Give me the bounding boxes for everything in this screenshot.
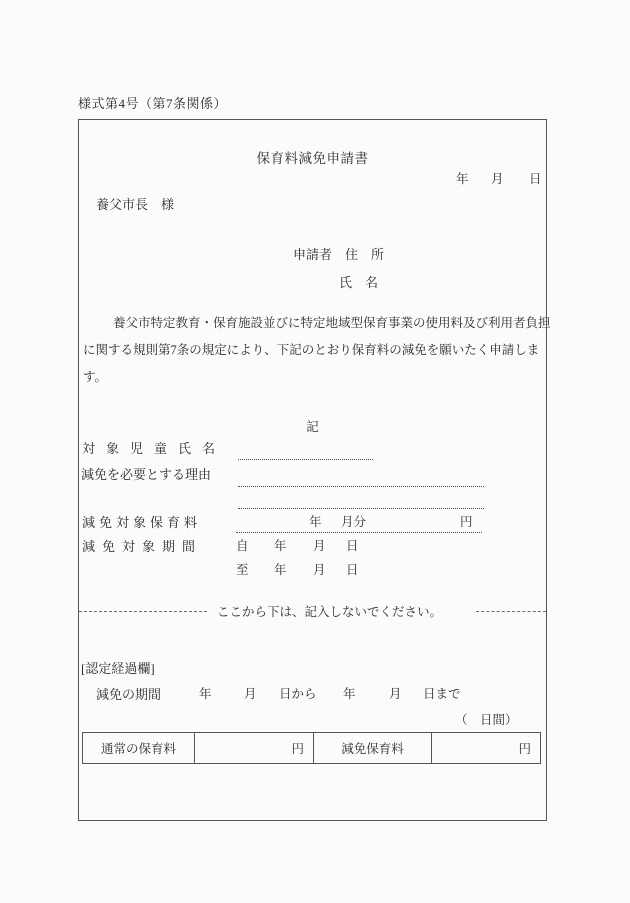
target-fee-year-label: 年 (309, 515, 322, 529)
date-day-label: 日 (529, 172, 542, 186)
reduced-fee-label-cell (314, 733, 432, 763)
period-from-year: 年 (274, 539, 287, 553)
reduced-fee-value-cell (432, 733, 540, 763)
divider-dash-left (79, 611, 207, 612)
approval-to-year: 年 (343, 687, 356, 701)
body-line-3: す。 (83, 370, 108, 384)
period-from-month: 月 (313, 539, 326, 553)
reason-label: 減免を必要とする理由 (81, 467, 212, 482)
period-from-prefix: 自 (236, 539, 249, 553)
reason-fill-line-1 (238, 486, 484, 487)
approval-to-day: 日まで (423, 687, 461, 701)
approval-from-year: 年 (199, 687, 212, 701)
approval-section-label: [認定経過欄] (81, 661, 155, 676)
normal-fee-label-cell (83, 733, 195, 763)
child-name-fill-line (238, 459, 373, 460)
body-line-1: 養父市特定教育・保育施設並びに特定地域型保育事業の使用料及び利用者負担 (113, 316, 551, 330)
period-to-month: 月 (313, 563, 326, 577)
reduced-fee-label: 減免保育料 (341, 742, 404, 756)
approval-period-label: 減免の期間 (96, 687, 162, 702)
normal-fee-value-cell (195, 733, 314, 763)
normal-fee-label: 通常の保育料 (100, 742, 176, 756)
body-line-2: に関する規則第7条の規定により、下記のとおり保育料の減免を願いたく申請しま (83, 343, 540, 357)
approval-days-note: （ 日間） (455, 713, 518, 727)
form-number-label: 様式第4号（第7条関係） (78, 96, 228, 111)
addressee: 養父市長 様 (96, 197, 175, 212)
period-to-prefix: 至 (236, 563, 249, 577)
reason-fill-line-2 (238, 508, 484, 509)
date-month-label: 月 (491, 172, 504, 186)
approval-from-month: 月 (244, 687, 257, 701)
applicant-address-label: 住 所 (345, 247, 385, 262)
applicant-label: 申請者 (293, 247, 333, 262)
fee-table (82, 732, 541, 764)
date-year-label: 年 (456, 172, 469, 186)
divider-dash-right (476, 611, 546, 612)
approval-to-month: 月 (389, 687, 402, 701)
target-fee-month-label: 月分 (341, 515, 367, 529)
normal-fee-unit: 円 (291, 742, 304, 756)
period-to-day: 日 (346, 563, 359, 577)
target-fee-fill-line (236, 532, 482, 533)
document-title: 保育料減免申請書 (256, 151, 369, 166)
period-from-day: 日 (346, 539, 359, 553)
target-fee-label: 減免対象保育料 (82, 515, 202, 530)
record-mark: 記 (306, 420, 319, 434)
body-paragraph (83, 310, 551, 391)
form-border-box (78, 119, 551, 821)
target-fee-yen-label: 円 (460, 515, 473, 529)
office-use-divider (79, 603, 546, 619)
applicant-name-label: 氏 名 (339, 275, 379, 290)
divider-note: ここから下は、記入しないでください。 (217, 605, 443, 619)
reduced-fee-unit: 円 (518, 742, 531, 756)
child-name-label: 対象児童氏名 (82, 441, 227, 456)
period-label: 減免対象期間 (82, 539, 203, 554)
period-to-year: 年 (274, 563, 287, 577)
approval-from-day: 日から (279, 687, 317, 701)
